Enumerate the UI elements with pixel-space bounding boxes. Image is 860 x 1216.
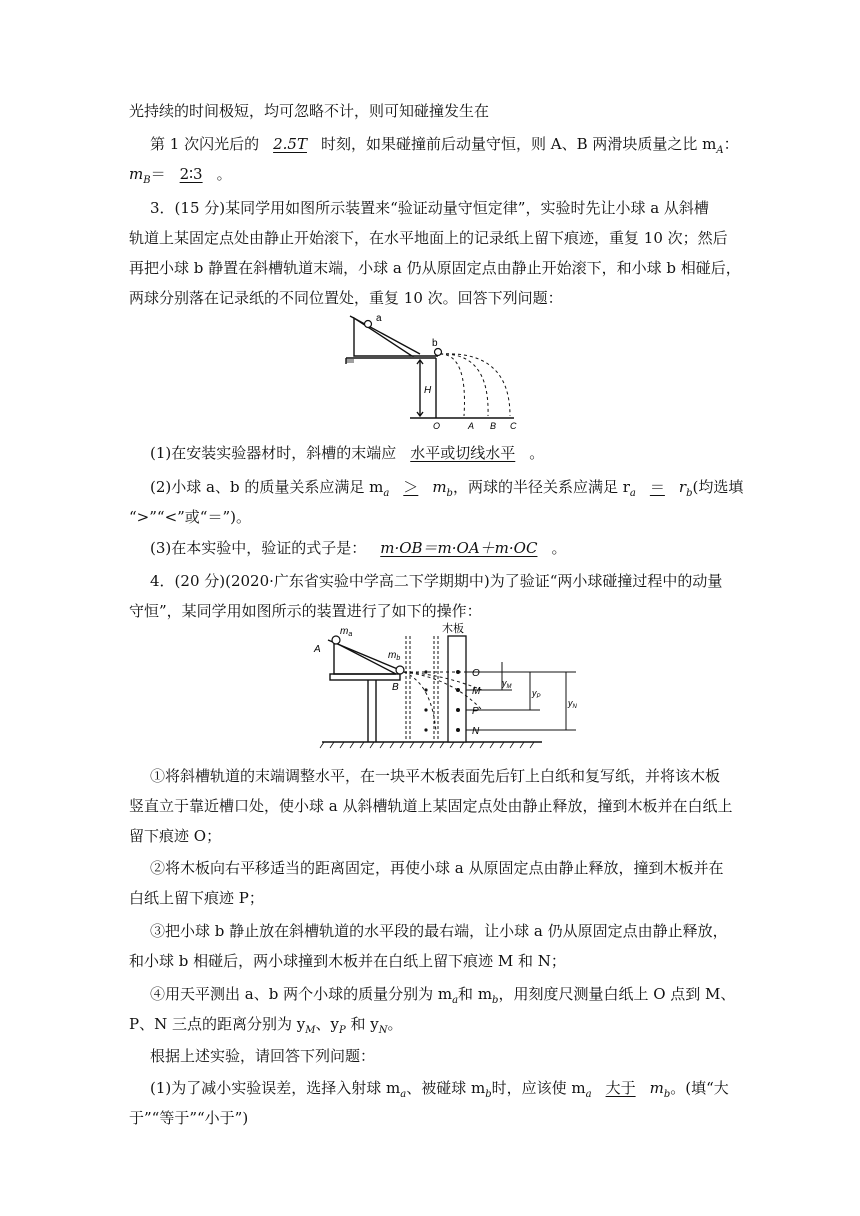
label-o: O — [472, 668, 480, 679]
question-4-step-3: 和小球 b 相碰后，两小球撞到木板并在白纸上留下痕迹 M 和 N； — [129, 952, 566, 970]
question-4-step-1: 竖直立于靠近槽口处，使小球 a 从斜槽轨道上某固定点处由静止释放，撞到木板并在白纸上 — [129, 797, 733, 815]
paragraph-line: 光持续的时间极短，均可忽略不计，则可知碰撞发生在 — [129, 102, 490, 120]
label-m: M — [472, 686, 481, 697]
question-4-step-1: ①将斜槽轨道的末端调整水平，在一块平木板表面先后钉上白纸和复写纸，并将该木板 — [150, 767, 721, 785]
board-collision-figure — [312, 622, 582, 754]
label-a: A — [314, 644, 321, 655]
question-3-line: 两球分别落在记录纸的不同位置处，重复 10 次。回答下列问题： — [129, 289, 563, 307]
label-ma: $m_a$ — [340, 626, 353, 638]
question-3-line: 再把小球 b 静置在斜槽轨道末端，小球 a 仍从原固定点由静止开始滚下，和小球 b 相碰后， — [129, 259, 741, 277]
label-point-a: A — [468, 421, 475, 431]
label-point-b: B — [490, 421, 497, 431]
question-3-sub-2: (2)小球 a、b 的质量关系应满足 $m_a > m_b$，两球的半径关系应满足 $r_a = r_b$(均选填 — [150, 478, 744, 499]
paragraph-line: 第 1 次闪光后的 2.5T 时刻，如果碰撞前后动量守恒，则 A、B 两滑块质量之比 $m_A$： — [150, 135, 739, 156]
ball-ma-icon — [332, 636, 340, 644]
label-a: a — [376, 313, 382, 324]
label-p: P — [472, 706, 479, 717]
answer-blank: 水平或切线水平 — [410, 444, 516, 462]
answer-blank: 2∶3 — [179, 165, 203, 183]
question-4-sub-1: 于”“等于”“小于”) — [129, 1109, 249, 1127]
label-height: H — [424, 385, 432, 396]
question-4-step-2: ②将木板向右平移适当的距离固定，再使小球 a 从原固定点由静止释放，撞到木板并在 — [150, 859, 724, 877]
incline-trajectory-figure — [340, 310, 520, 435]
question-4-step-4: ④用天平测出 a、b 两个小球的质量分别为 $m_a$和 $m_b$，用刻度尺测量白纸上 O 点到 M、 — [150, 985, 736, 1006]
label-board: 木板 — [442, 623, 464, 635]
label-n: N — [472, 726, 480, 737]
label-ym: $y_M$ — [502, 678, 512, 690]
label-b: b — [432, 338, 438, 349]
question-4-line: 4．(20 分)(2020·广东省实验中学高二下学期期中)为了验证“两小球碰撞过程中的动量 — [150, 572, 723, 590]
ball-mb-icon — [396, 666, 404, 674]
label-yn: $y_N$ — [568, 698, 577, 710]
question-3-sub-3: (3)在本实验中，验证的式子是： m·OB＝m·OA＋m·OC 。 — [150, 539, 567, 557]
question-3-sub-2: “>”“<”或“＝”)。 — [129, 508, 251, 526]
question-4-step-3: ③把小球 b 静止放在斜槽轨道的水平段的最右端，让小球 a 仍从原固定点由静止释放， — [150, 922, 728, 940]
answer-blank: ＞ — [403, 478, 419, 496]
question-4-step-1: 留下痕迹 O； — [129, 827, 222, 845]
question-3-line: 3．(15 分)某同学用如图所示装置来“验证动量守恒定律”，实验时先让小球 a 从斜槽 — [150, 199, 709, 217]
answer-blank: ＝ — [649, 478, 665, 496]
question-4-step-2: 白纸上留下痕迹 P； — [129, 889, 264, 907]
question-3-line: 轨道上某固定点处由静止开始滚下，在水平地面上的记录纸上留下痕迹，重复 10 次；然后 — [129, 229, 728, 247]
ball-a-icon — [365, 321, 372, 328]
label-o: O — [433, 421, 441, 431]
label-point-c: C — [510, 421, 517, 431]
question-4-prompt: 根据上述实验，请回答下列问题： — [150, 1047, 376, 1065]
label-yp: $y_P$ — [532, 688, 541, 700]
label-mb: $m_b$ — [388, 650, 401, 662]
question-3-sub-1: (1)在安装实验器材时，斜槽的末端应 水平或切线水平 。 — [150, 444, 545, 462]
question-4-line: 守恒”，某同学用如图所示的装置进行了如下的操作： — [129, 602, 482, 620]
question-4-sub-1: (1)为了减小实验误差，选择入射球 $m_a$、被碰球 $m_b$时，应该使 $m_a$ 大于 $m_b$。(填“大 — [150, 1079, 729, 1100]
paragraph-line: $m_B=$ 2∶3 。 — [129, 165, 232, 186]
answer-blank: 大于 — [605, 1079, 636, 1097]
question-4-step-4: P、N 三点的距离分别为 $y_M$、$y_P$ 和 $y_N$。 — [129, 1015, 403, 1036]
label-b: B — [392, 682, 399, 693]
answer-blank: 2.5T — [273, 135, 307, 153]
answer-blank: m·OB＝m·OA＋m·OC — [380, 539, 538, 557]
